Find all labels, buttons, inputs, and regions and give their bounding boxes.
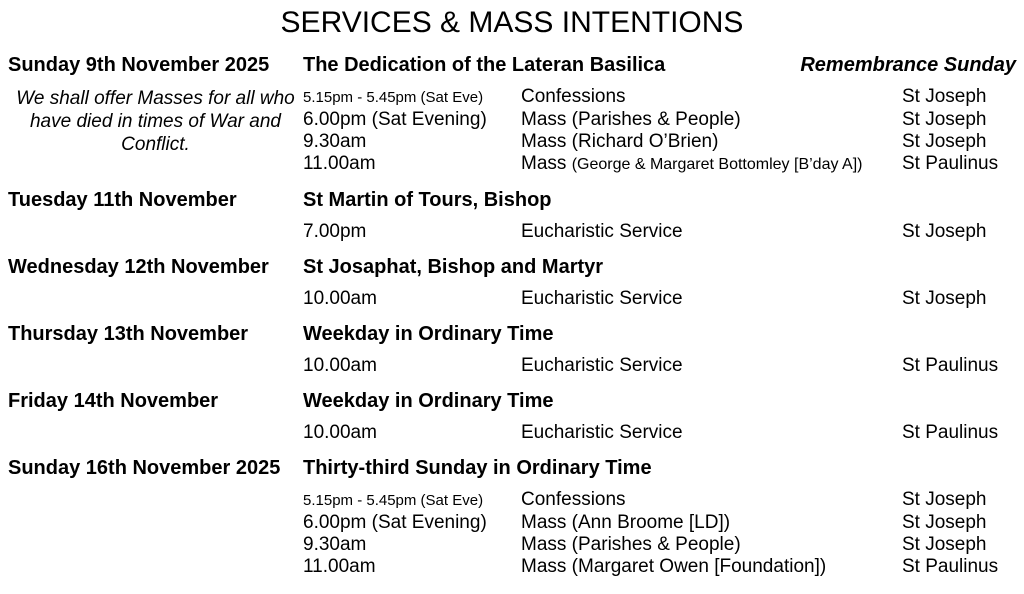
service-time: 10.00am xyxy=(303,288,377,309)
section-body xyxy=(8,489,1016,578)
service-time: 5.15pm - 5.45pm (Sat Eve) xyxy=(303,492,484,509)
service-name: Eucharistic Service xyxy=(521,288,683,309)
service-location: St Joseph xyxy=(902,109,987,130)
section-body xyxy=(8,86,1016,176)
service-location: St Joseph xyxy=(902,86,987,107)
service-row xyxy=(303,556,1016,578)
service-name: Mass (Richard O’Brien) xyxy=(521,131,719,152)
service-location: St Paulinus xyxy=(902,556,999,577)
service-row xyxy=(303,109,1016,131)
service-time: 9.30am xyxy=(303,131,367,152)
service-time: 11.00am xyxy=(303,153,376,174)
section-header xyxy=(8,54,1016,76)
section-celebration: Weekday in Ordinary Time xyxy=(303,390,554,412)
service-row xyxy=(303,86,1016,109)
service-row xyxy=(303,489,1016,512)
mass-intention-note: We shall offer Masses for all who have died in times of War and Conflict. xyxy=(16,88,295,155)
section-header-right xyxy=(303,54,1016,76)
section-header-right xyxy=(303,323,1016,345)
remembrance-annotation: Remembrance Sunday xyxy=(800,54,1016,76)
section-header xyxy=(8,256,1016,278)
service-location: St Joseph xyxy=(902,512,987,533)
section-celebration: Thirty-third Sunday in Ordinary Time xyxy=(303,457,652,479)
note-column xyxy=(8,489,303,578)
section-celebration: St Martin of Tours, Bishop xyxy=(303,189,552,211)
service-name: Confessions xyxy=(521,86,626,107)
section-wednesday-12-november xyxy=(8,256,1016,310)
service-row xyxy=(303,221,1016,243)
service-name-main: Mass xyxy=(521,153,567,174)
service-row xyxy=(303,153,1016,176)
service-location: St Joseph xyxy=(902,221,987,242)
service-time: 10.00am xyxy=(303,355,377,376)
service-name-detail: (George & Margaret Bottomley [B’day A]) xyxy=(571,156,863,173)
section-tuesday-11-november xyxy=(8,189,1016,243)
section-header-right xyxy=(303,189,1016,211)
section-celebration: The Dedication of the Lateran Basilica xyxy=(303,54,666,76)
section-header-right xyxy=(303,256,1016,278)
service-row xyxy=(303,288,1016,310)
section-sunday-16-november xyxy=(8,457,1016,578)
service-time: 11.00am xyxy=(303,556,376,577)
section-body xyxy=(303,221,1016,243)
section-celebration: St Josaphat, Bishop and Martyr xyxy=(303,256,604,278)
service-location: St Paulinus xyxy=(902,355,999,376)
section-date: Thursday 13th November xyxy=(8,323,249,345)
service-time: 5.15pm - 5.45pm (Sat Eve) xyxy=(303,89,484,106)
newsletter-page xyxy=(0,5,1024,594)
service-name: Confessions xyxy=(521,489,626,510)
service-name: Eucharistic Service xyxy=(521,355,683,376)
service-rows xyxy=(303,489,1016,578)
service-location: St Joseph xyxy=(902,489,987,510)
section-sunday-9-november xyxy=(8,54,1016,176)
service-location: St Joseph xyxy=(902,534,987,555)
section-body xyxy=(303,288,1016,310)
service-row xyxy=(303,422,1016,444)
section-body xyxy=(303,422,1016,444)
service-row xyxy=(303,131,1016,153)
page-title: SERVICES & MASS INTENTIONS xyxy=(280,6,744,39)
section-celebration: Weekday in Ordinary Time xyxy=(303,323,554,345)
section-header-right xyxy=(303,390,1016,412)
service-name xyxy=(521,153,902,176)
section-header xyxy=(8,390,1016,412)
service-time: 7.00pm xyxy=(303,221,367,242)
section-header xyxy=(8,323,1016,345)
service-row xyxy=(303,534,1016,556)
service-name: Mass (Margaret Owen [Foundation]) xyxy=(521,556,827,577)
service-row xyxy=(303,355,1016,377)
service-location: St Paulinus xyxy=(902,153,999,174)
service-time: 6.00pm (Sat Evening) xyxy=(303,109,487,130)
service-time: 9.30am xyxy=(303,534,367,555)
service-name: Eucharistic Service xyxy=(521,221,683,242)
service-location: St Joseph xyxy=(902,131,987,152)
service-name: Mass (Parishes & People) xyxy=(521,109,741,130)
section-header xyxy=(8,457,1016,479)
service-name: Eucharistic Service xyxy=(521,422,683,443)
service-row xyxy=(303,512,1016,534)
section-date: Friday 14th November xyxy=(8,390,219,412)
section-body xyxy=(303,355,1016,377)
service-location: St Joseph xyxy=(902,288,987,309)
section-date: Tuesday 11th November xyxy=(8,189,237,211)
service-time: 6.00pm (Sat Evening) xyxy=(303,512,487,533)
service-name: Mass (Ann Broome [LD]) xyxy=(521,512,731,533)
section-date: Sunday 9th November 2025 xyxy=(8,54,270,76)
note-column xyxy=(8,86,303,176)
service-time: 10.00am xyxy=(303,422,377,443)
section-thursday-13-november xyxy=(8,323,1016,377)
service-location: St Paulinus xyxy=(902,422,999,443)
section-header-right xyxy=(303,457,1016,479)
section-header xyxy=(8,189,1016,211)
service-name: Mass (Parishes & People) xyxy=(521,534,741,555)
section-friday-14-november xyxy=(8,390,1016,444)
service-rows xyxy=(303,86,1016,176)
section-date: Sunday 16th November 2025 xyxy=(8,457,281,479)
section-date: Wednesday 12th November xyxy=(8,256,269,278)
